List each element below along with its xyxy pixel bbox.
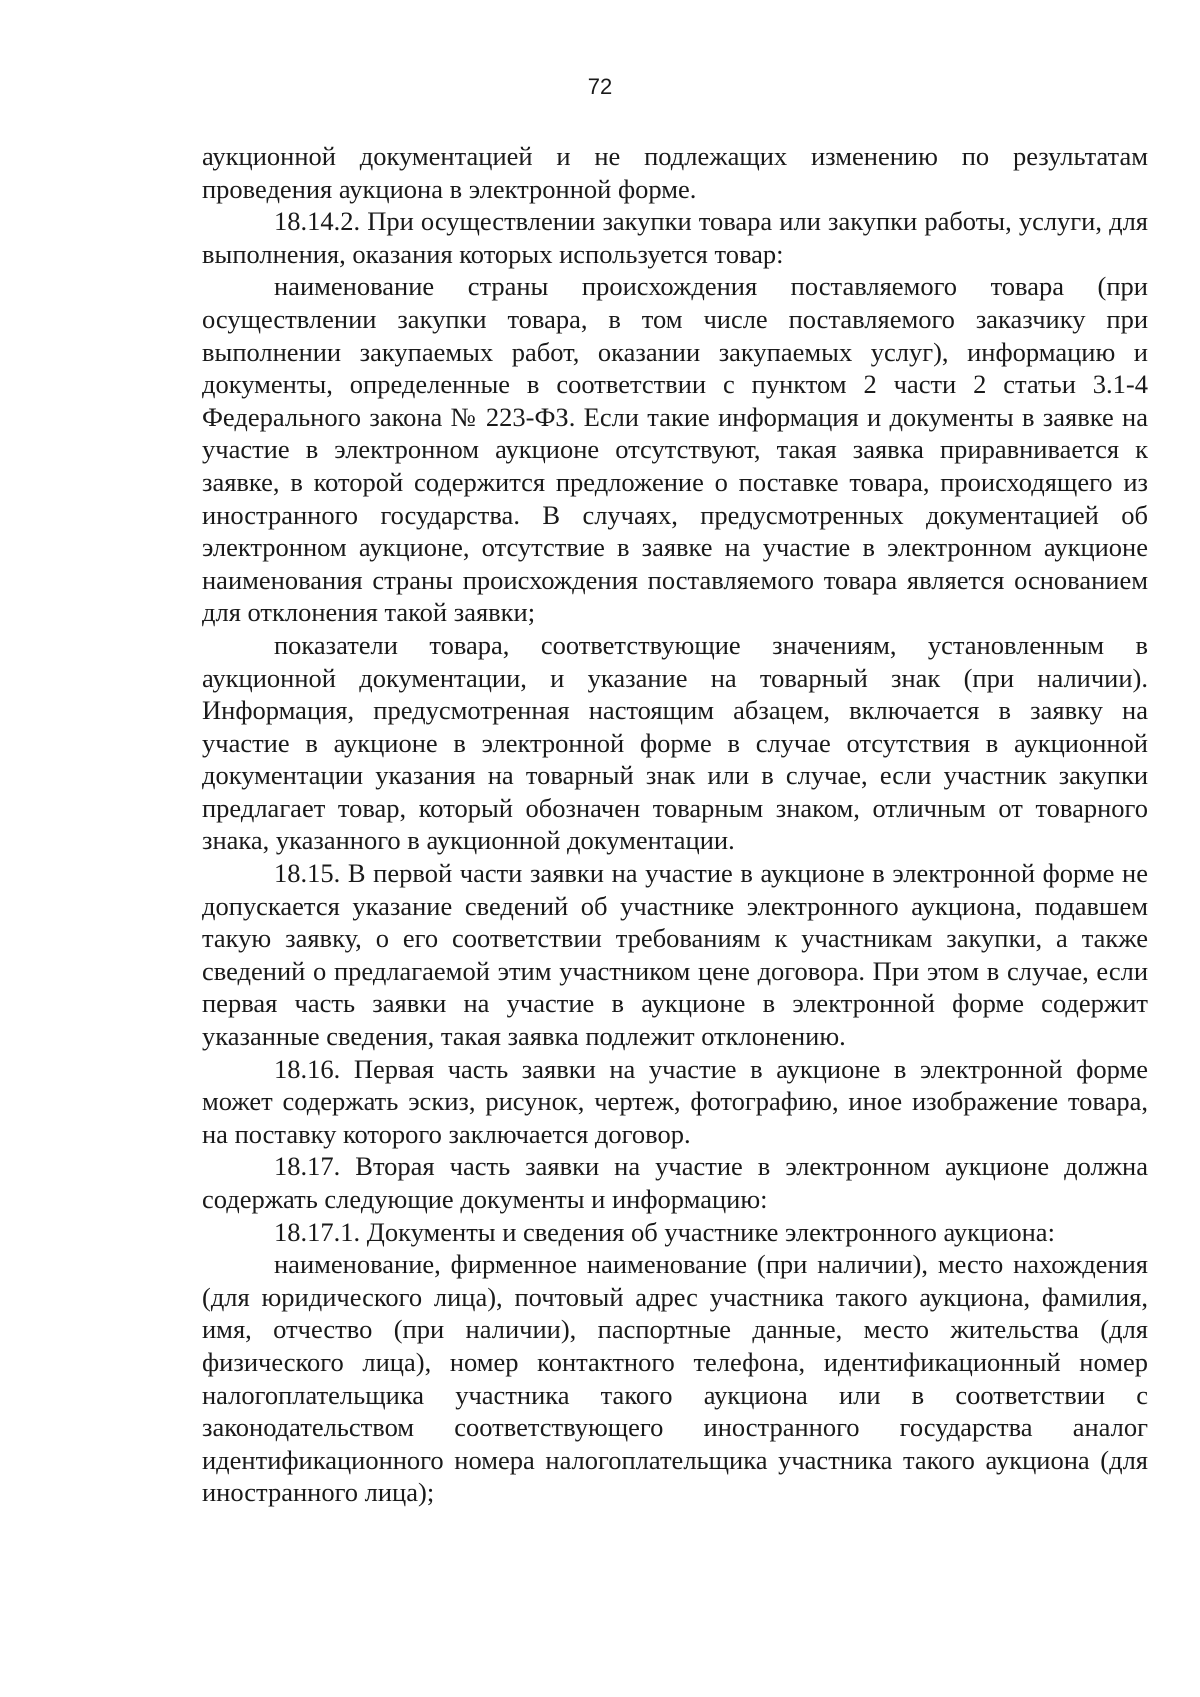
- page-number: 72: [587, 74, 613, 99]
- paragraph-participant-details: наименование, фирменное наименование (при наличии), место нахождения (для юридического лица), почтовый адрес участника такого аукциона, фамилия, имя, отчество (при наличии), паспортные данные, место жительства (для физического лица), номер контактного телефона, идентификационный номер налогоплательщика участника такого аукциона или в соответствии с законодательством соответствующего иностранного государства аналог идентификационного номера налогоплательщика участника такого аукциона (для иностранного лица);: [202, 1249, 1148, 1508]
- paragraph-18-15: 18.15. В первой части заявки на участие в аукционе в электронной форме не допускается указание сведений об участнике электронного аукциона, подавшем такую заявку, о его соответствии требованиям к участникам закупки, а также сведений о предлагаемой этим участником цене договора. При этом в случае, если первая часть заявки на участие в аукционе в электронной форме содержит указанные сведения, такая заявка подлежит отклонению.: [202, 858, 1148, 1052]
- paragraph-18-17-1: 18.17.1. Документы и сведения об участнике электронного аукциона:: [274, 1216, 1055, 1247]
- document-body: [202, 140, 1148, 1509]
- paragraph-18-17: 18.17. Вторая часть заявки на участие в электронном аукционе должна содержать следующие документы и информацию:: [202, 1151, 1148, 1214]
- paragraph-18-14-2: 18.14.2. При осуществлении закупки товара или закупки работы, услуги, для выполнения, оказания которых используется товар:: [202, 206, 1148, 269]
- paragraph-18-16: 18.16. Первая часть заявки на участие в аукционе в электронной форме может содержать эскиз, рисунок, чертеж, фотографию, иное изображение товара, на поставку которого заключается договор.: [202, 1053, 1148, 1149]
- paragraph-product-indicators: показатели товара, соответствующие значениям, установленным в аукционной документации, и указание на товарный знак (при наличии). Информация, предусмотренная настоящим абзацем, включается в заявку на участие в аукционе в электронной форме в случае отсутствия в аукционной документации указания на товарный знак или в случае, если участник закупки предлагает товар, который обозначен товарным знаком, отличным от товарного знака, указанного в аукционной документации.: [202, 629, 1148, 856]
- paragraph-continuation: аукционной документацией и не подлежащих изменению по результатам проведения аукциона в электронной форме.: [202, 141, 1148, 204]
- paragraph-country-of-origin: наименование страны происхождения поставляемого товара (при осуществлении закупки товара, в том числе поставляемого заказчику при выполнении закупаемых работ, оказании закупаемых услуг), информацию и документы, определенные в соответствии с пунктом 2 части 2 статьи 3.1-4 Федерального закона № 223-ФЗ. Если такие информация и документы в заявке на участие в электронном аукционе отсутствуют, такая заявка приравнивается к заявке, в которой содержится предложение о поставке товара, происходящего из иностранного государства. В случаях, предусмотренных документацией об электронном аукционе, отсутствие в заявке на участие в электронном аукционе наименования страны происхождения поставляемого товара является основанием для отклонения такой заявки;: [202, 271, 1148, 628]
